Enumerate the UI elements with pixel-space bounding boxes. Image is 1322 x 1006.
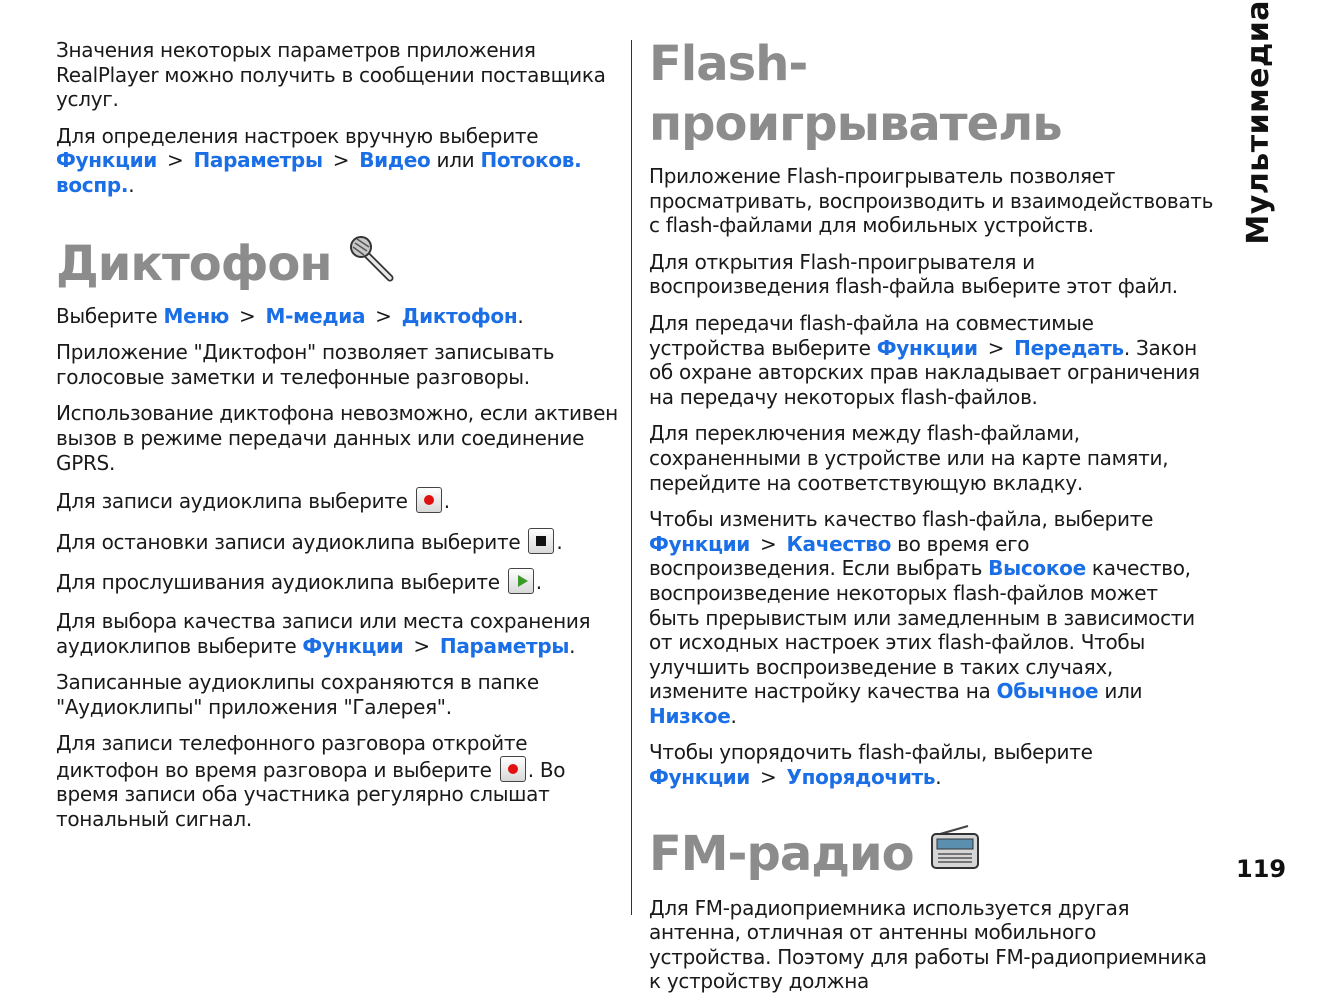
page-number: 119: [1236, 855, 1287, 883]
radio-icon: [930, 824, 980, 884]
separator: >: [332, 148, 350, 173]
link-high: Высокое: [988, 556, 1086, 581]
flash-switch: Для переключения между flash-файлами, сохраненными в устройстве или на карте памяти, перейдите на соответствующую вкладку.: [649, 421, 1169, 495]
flash-quality: [649, 507, 1214, 728]
text: .: [556, 529, 563, 554]
text: Для определения настроек вручную выберите: [56, 123, 539, 148]
text: Чтобы упорядочить flash-файлы, выберите: [649, 740, 1093, 765]
dictaphone-menu-paragraph: [56, 304, 618, 329]
separator: >: [987, 335, 1005, 360]
separator: >: [413, 633, 430, 658]
play-instruction: [56, 568, 618, 595]
section-side-tab-label: Мультимедиа: [1240, 0, 1276, 245]
text: качество, воспроизведение некоторых flash-файлов может быть прерывистым или замедленным в зависимости от исходных настроек этих flash-файлов. Чтобы улучшить воспроизведение в таких случаях, измените настройку качества на: [649, 556, 1195, 704]
flash-open: Для открытия Flash-проигрывателя и воспроизведения flash-файла выберите этот файл.: [649, 249, 1178, 299]
text: Для остановки записи аудиоклипа выберите: [56, 529, 527, 554]
flash-intro: Приложение Flash-проигрыватель позволяет просматривать, воспроизводить и взаимодействовать с flash-файлами для мобильных устройств.: [649, 164, 1214, 238]
left-column: [56, 38, 618, 844]
flash-send: [649, 311, 1214, 409]
text: или: [430, 148, 481, 173]
separator: >: [760, 531, 777, 556]
stop-button-icon: [528, 528, 554, 554]
record-instruction: [56, 487, 618, 514]
call-recording-paragraph: [56, 731, 618, 831]
fm-radio-antenna-paragraph: Для FM-радиоприемника используется другая антенна, отличная от антенны мобильного устройства. Поэтому для работы FM-радиоприемника к устройству должна: [649, 895, 1207, 994]
link-video: Видео: [359, 148, 431, 173]
link-send: Передать: [1014, 335, 1124, 360]
quality-settings-paragraph: [56, 609, 618, 658]
section-side-tab: [1238, 0, 1278, 245]
link-low: Низкое: [649, 703, 731, 728]
link-sort: Упорядочить: [786, 765, 936, 790]
saved-clips-paragraph: Записанные аудиоклипы сохраняются в папке "Аудиоклипы" приложения "Галерея".: [56, 670, 539, 719]
dictaphone-title: Диктофон: [56, 235, 332, 292]
text: .: [730, 703, 737, 728]
text: .: [535, 570, 542, 595]
fm-radio-heading: [649, 824, 1214, 884]
link-quality: Качество: [786, 531, 892, 556]
record-button-icon: [500, 756, 526, 782]
text: .: [443, 489, 450, 514]
text: .: [569, 633, 576, 658]
right-column: [649, 34, 1214, 1006]
text: Для записи аудиоклипа выберите: [56, 489, 414, 514]
fm-radio-title: FM-радио: [649, 825, 914, 882]
separator: >: [760, 765, 777, 790]
text: Для выбора качества записи или места сохранения аудиоклипов выберите: [56, 608, 591, 658]
link-parameters: Параметры: [193, 148, 323, 173]
stop-instruction: [56, 528, 618, 555]
dictaphone-limitation: Использование диктофона невозможно, если активен вызов в режиме передачи данных или соединение GPRS.: [56, 401, 618, 475]
text: Для прослушивания аудиоклипа выберите: [56, 570, 506, 595]
separator: >: [239, 303, 256, 328]
text: во время его воспроизведения. Если выбрать: [649, 531, 1030, 581]
link-functions: Функции: [302, 633, 404, 658]
separator: >: [167, 148, 184, 173]
link-menu: Меню: [163, 303, 229, 328]
flash-sort: [649, 740, 1214, 789]
text: . Во время записи оба участника регулярно слышат тональный сигнал.: [56, 757, 566, 832]
text: Для передачи flash-файла на совместимые устройства выберите: [649, 310, 1094, 360]
realplayer-paragraph: Значения некоторых параметров приложения RealPlayer можно получить в сообщении поставщика услуг.: [56, 38, 606, 112]
link-functions: Функции: [649, 531, 751, 556]
text: .: [128, 172, 135, 197]
link-functions: Функции: [56, 148, 158, 173]
play-button-icon: [508, 568, 534, 594]
dictaphone-description: Приложение "Диктофон" позволяет записывать голосовые заметки и телефонные разговоры.: [56, 340, 555, 389]
link-m-media: М-медиа: [265, 303, 366, 328]
link-parameters: Параметры: [439, 633, 570, 658]
text: Выберите: [56, 303, 164, 328]
column-divider: [631, 40, 632, 915]
link-normal: Обычное: [996, 679, 1099, 704]
dictaphone-heading: [56, 234, 618, 294]
microphone-icon: [348, 234, 396, 294]
link-functions: Функции: [649, 765, 751, 790]
link-streaming: Потоков. воспр.: [56, 148, 582, 197]
flash-player-heading: Flash-проигрыватель: [649, 36, 1062, 152]
link-dictaphone: Диктофон: [401, 303, 518, 328]
text: Чтобы изменить качество flash-файла, выберите: [649, 507, 1154, 532]
text: Для записи телефонного разговора откройте диктофон во время разговора и выберите: [56, 731, 528, 782]
realplayer-settings-paragraph: [56, 124, 618, 198]
link-functions: Функции: [876, 335, 978, 360]
record-button-icon: [416, 487, 442, 513]
text: .: [935, 765, 942, 790]
text: или: [1098, 679, 1143, 704]
separator: >: [375, 303, 392, 328]
text: .: [517, 303, 524, 328]
text: . Закон об охране авторских прав накладывает ограничения на передачу некоторых flash-файлов.: [649, 335, 1200, 409]
